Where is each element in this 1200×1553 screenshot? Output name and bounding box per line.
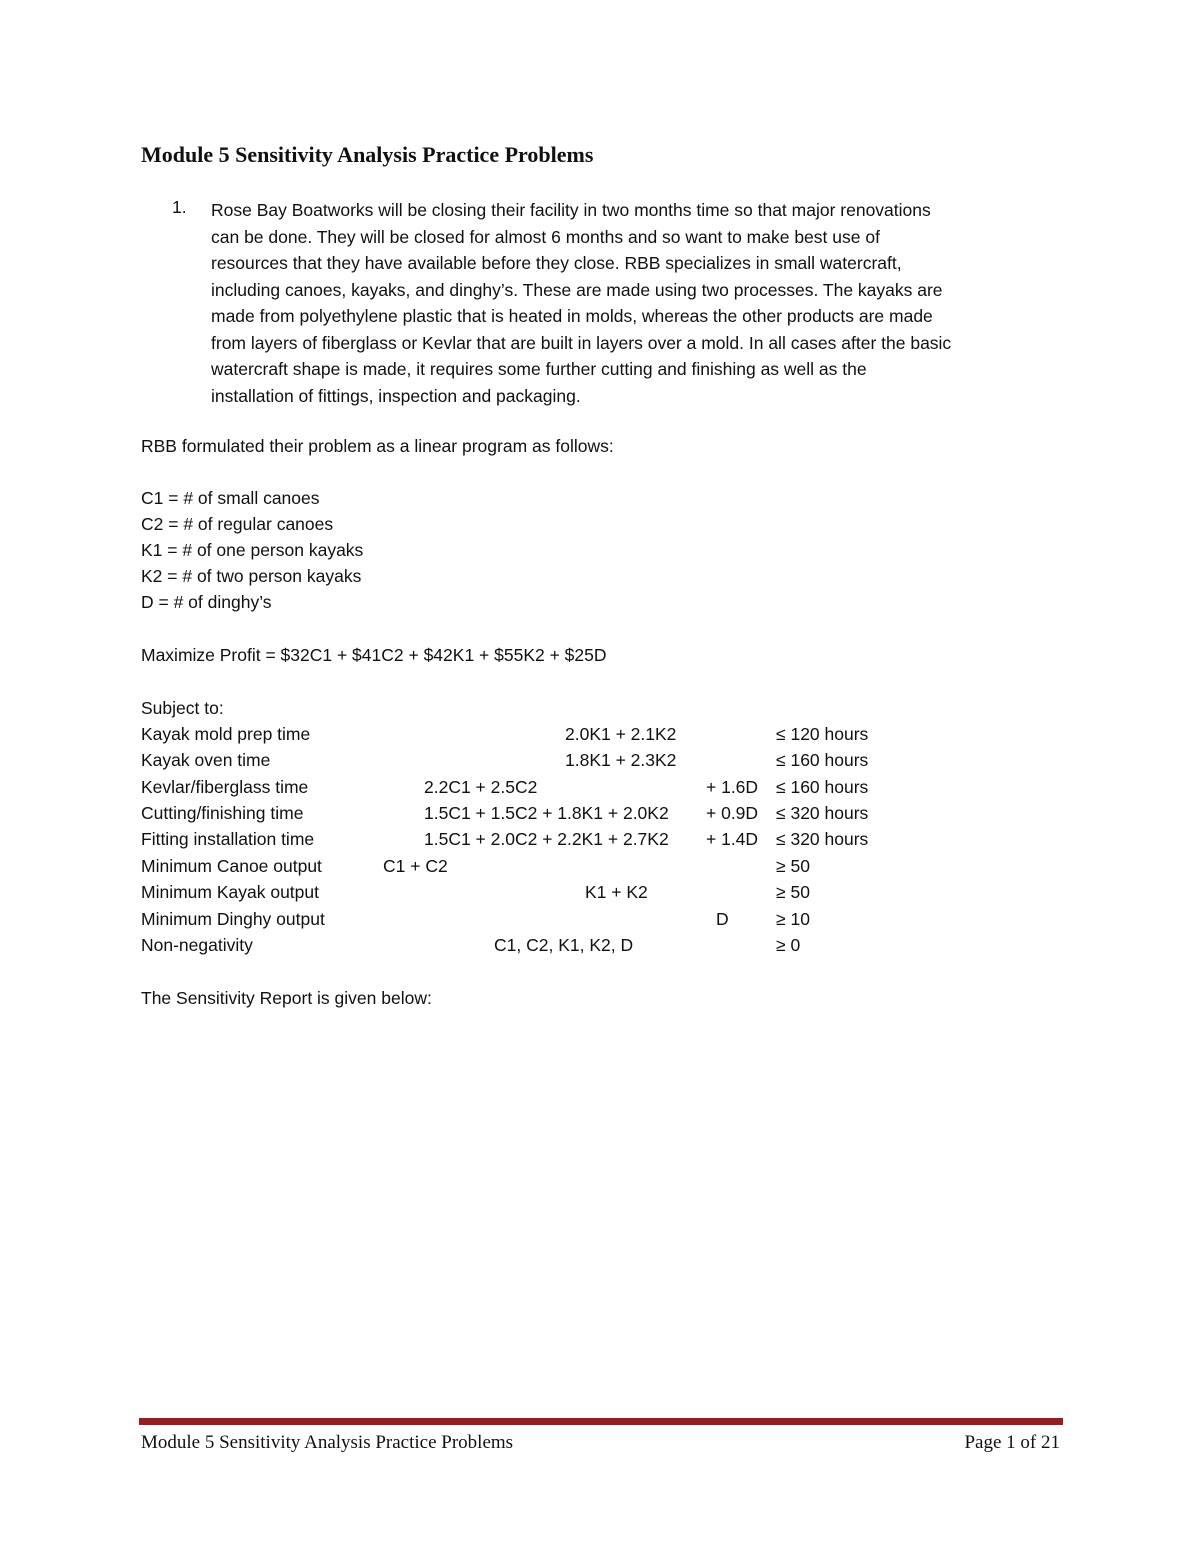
constraint-rhs: ≤ 160 hours xyxy=(776,750,869,770)
constraint-label: Minimum Canoe output xyxy=(141,856,322,876)
variable-definition: K1 = # of one person kayaks xyxy=(141,540,364,560)
constraint-rhs: ≥ 0 xyxy=(776,935,801,955)
constraint-dinghy-term: D xyxy=(716,909,729,929)
constraint-label: Fitting installation time xyxy=(141,829,315,849)
problem-number: 1. xyxy=(172,197,187,217)
constraint-expression: 2.0K1 + 2.1K2 xyxy=(565,724,677,744)
footer-divider xyxy=(139,1418,1063,1425)
constraint-label: Minimum Kayak output xyxy=(141,882,319,902)
constraint-expression: 1.5C1 + 1.5C2 + 1.8K1 + 2.0K2 xyxy=(424,803,669,823)
variable-definition: C1 = # of small canoes xyxy=(141,488,320,508)
document-title: Module 5 Sensitivity Analysis Practice Problems xyxy=(141,142,594,167)
paragraph-line: resources that they have available before they close. RBB specializes in small watercraft, xyxy=(211,253,902,273)
paragraph-line: from layers of fiberglass or Kevlar that are built in layers over a mold. In all cases after the basic xyxy=(211,332,952,353)
constraint-label: Non-negativity xyxy=(141,935,253,955)
paragraph-line: made from polyethylene plastic that is heated in molds, whereas the other products are made xyxy=(211,306,933,326)
constraint-rhs: ≤ 160 hours xyxy=(776,777,869,797)
report-intro: The Sensitivity Report is given below: xyxy=(141,988,432,1008)
problem-paragraph xyxy=(211,197,1071,409)
constraint-rhs: ≥ 10 xyxy=(776,909,810,929)
constraint-rhs: ≥ 50 xyxy=(776,856,810,876)
constraint-label: Kayak mold prep time xyxy=(141,724,311,744)
paragraph-line: can be done. They will be closed for almost 6 months and so want to make best use of xyxy=(211,226,880,247)
constraint-label: Cutting/finishing time xyxy=(141,803,304,823)
constraint-dinghy-term: + 1.6D xyxy=(706,777,759,797)
constraint-dinghy-term: + 1.4D xyxy=(706,829,759,849)
constraint-rhs: ≤ 120 hours xyxy=(776,724,869,744)
constraint-expression: C1 + C2 xyxy=(383,856,448,876)
paragraph-line: watercraft shape is made, it requires some further cutting and finishing as well as the xyxy=(211,359,867,379)
paragraph-line: Rose Bay Boatworks will be closing their facility in two months time so that major renovations xyxy=(211,200,931,220)
variable-definition: C2 = # of regular canoes xyxy=(141,514,334,534)
constraint-dinghy-term: + 0.9D xyxy=(706,803,759,823)
constraint-rhs: ≤ 320 hours xyxy=(776,803,869,823)
constraint-label: Kayak oven time xyxy=(141,750,271,770)
objective-function: Maximize Profit = $32C1 + $41C2 + $42K1 + $55K2 + $25D xyxy=(141,645,607,665)
paragraph-line: including canoes, kayaks, and dinghy’s. These are made using two processes. The kayaks are xyxy=(211,279,943,300)
constraint-rhs: ≤ 320 hours xyxy=(776,829,869,849)
variable-definition: D = # of dinghy’s xyxy=(141,592,272,612)
subject-to-label: Subject to: xyxy=(141,698,224,718)
paragraph-line: installation of fittings, inspection and packaging. xyxy=(211,385,581,406)
formulation-intro: RBB formulated their problem as a linear program as follows: xyxy=(141,436,614,456)
constraint-expression: 1.8K1 + 2.3K2 xyxy=(565,750,677,770)
footer-title: Module 5 Sensitivity Analysis Practice Problems xyxy=(141,1432,514,1453)
constraint-expression: K1 + K2 xyxy=(585,882,648,902)
constraint-expression: 2.2C1 + 2.5C2 xyxy=(424,777,538,797)
constraint-label: Minimum Dinghy output xyxy=(141,909,325,929)
constraint-expression: 1.5C1 + 2.0C2 + 2.2K1 + 2.7K2 xyxy=(424,829,669,849)
constraint-rhs: ≥ 50 xyxy=(776,882,810,902)
page-number: Page 1 of 21 xyxy=(964,1432,1060,1453)
constraint-label: Kevlar/fiberglass time xyxy=(141,777,309,797)
variable-definition: K2 = # of two person kayaks xyxy=(141,566,362,586)
constraint-expression: C1, C2, K1, K2, D xyxy=(494,935,634,955)
